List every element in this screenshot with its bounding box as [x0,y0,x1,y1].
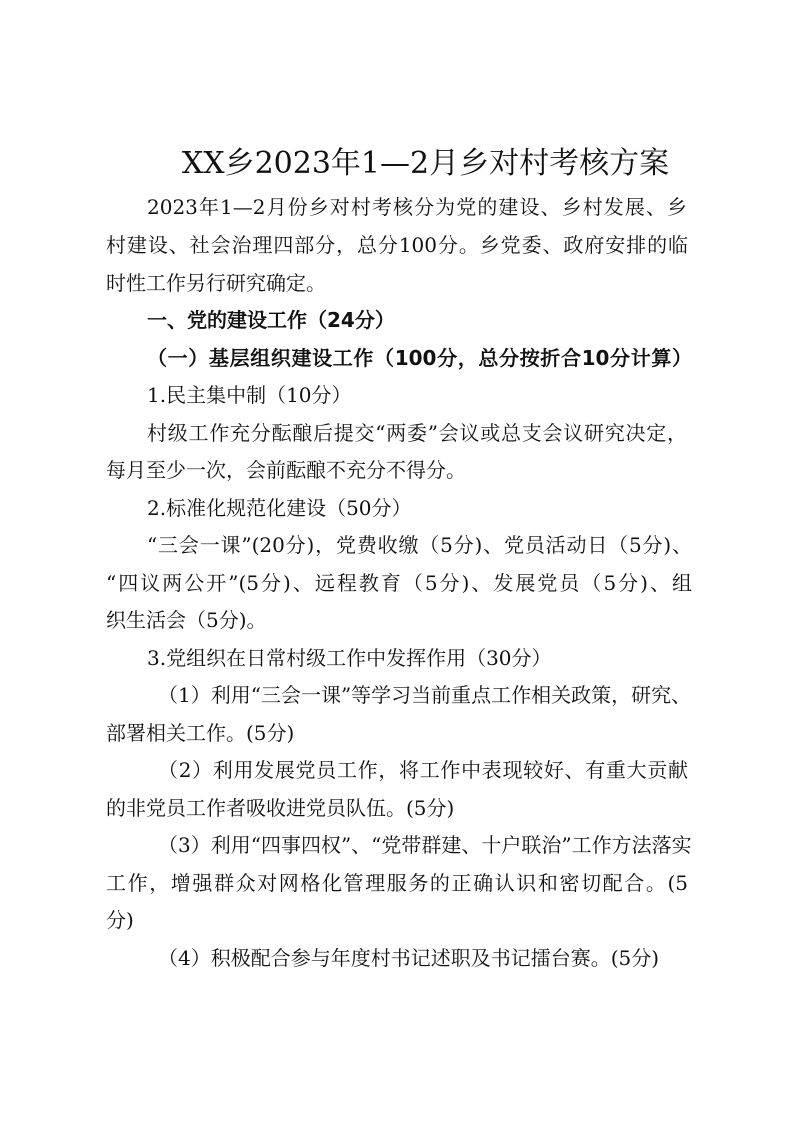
paragraph-line: 2023年1—2月份乡对村考核分为党的建设、乡村发展、乡 [147,195,687,219]
item-heading: 3.党组织在日常村级工作中发挥作用（30分） [147,646,552,670]
paragraph-line: 分) [106,908,134,932]
subsection-heading: （一）基层组织建设工作（100分，总分按折合10分计算） [147,346,692,370]
paragraph-line: （2）利用发展党员工作，将工作中表现较好、有重大贡献 [158,758,688,782]
paragraph-line: （1）利用“三会一课”等学习当前重点工作相关政策，研究、 [158,683,692,707]
paragraph-line: 工作，增强群众对网格化管理服务的正确认识和密切配合。(5 [106,871,688,895]
paragraph-line: 村级工作充分酝酿后提交“两委”会议或总支会议研究决定， [147,421,687,445]
paragraph-line: 的非党员工作者吸收进党员队伍。(5分) [106,796,455,820]
paragraph-line: 织生活会（5分)。 [106,608,267,632]
paragraph-line: “三会一课”(20分)，党费收缴（5分)、党员活动日（5分)、 [147,533,692,557]
paragraph-line: 时性工作另行研究确定。 [106,271,326,295]
paragraph-line: “四议两公开”(5分)、远程教育（5分)、发展党员（5分)、组 [106,571,692,595]
paragraph-line: 每月至少一次，会前酝酿不充分不得分。 [106,458,466,482]
item-heading: 2.标准化规范化建设（50分） [147,496,412,520]
section-heading: 一、党的建设工作（24分） [147,308,395,332]
paragraph-line: （4）积极配合参与年度村书记述职及书记擂台赛。(5分) [158,946,660,970]
document-title: XX乡2023年1—2月乡对村考核方案 [181,146,670,181]
paragraph-line: 村建设、社会治理四部分，总分100分。乡党委、政府安排的临 [106,233,688,257]
item-heading: 1.民主集中制（10分） [147,383,352,407]
paragraph-line: （3）利用“四事四权”、“党带群建、十户联治”工作方法落实 [158,833,692,857]
paragraph-line: 部署相关工作。(5分) [106,721,295,745]
